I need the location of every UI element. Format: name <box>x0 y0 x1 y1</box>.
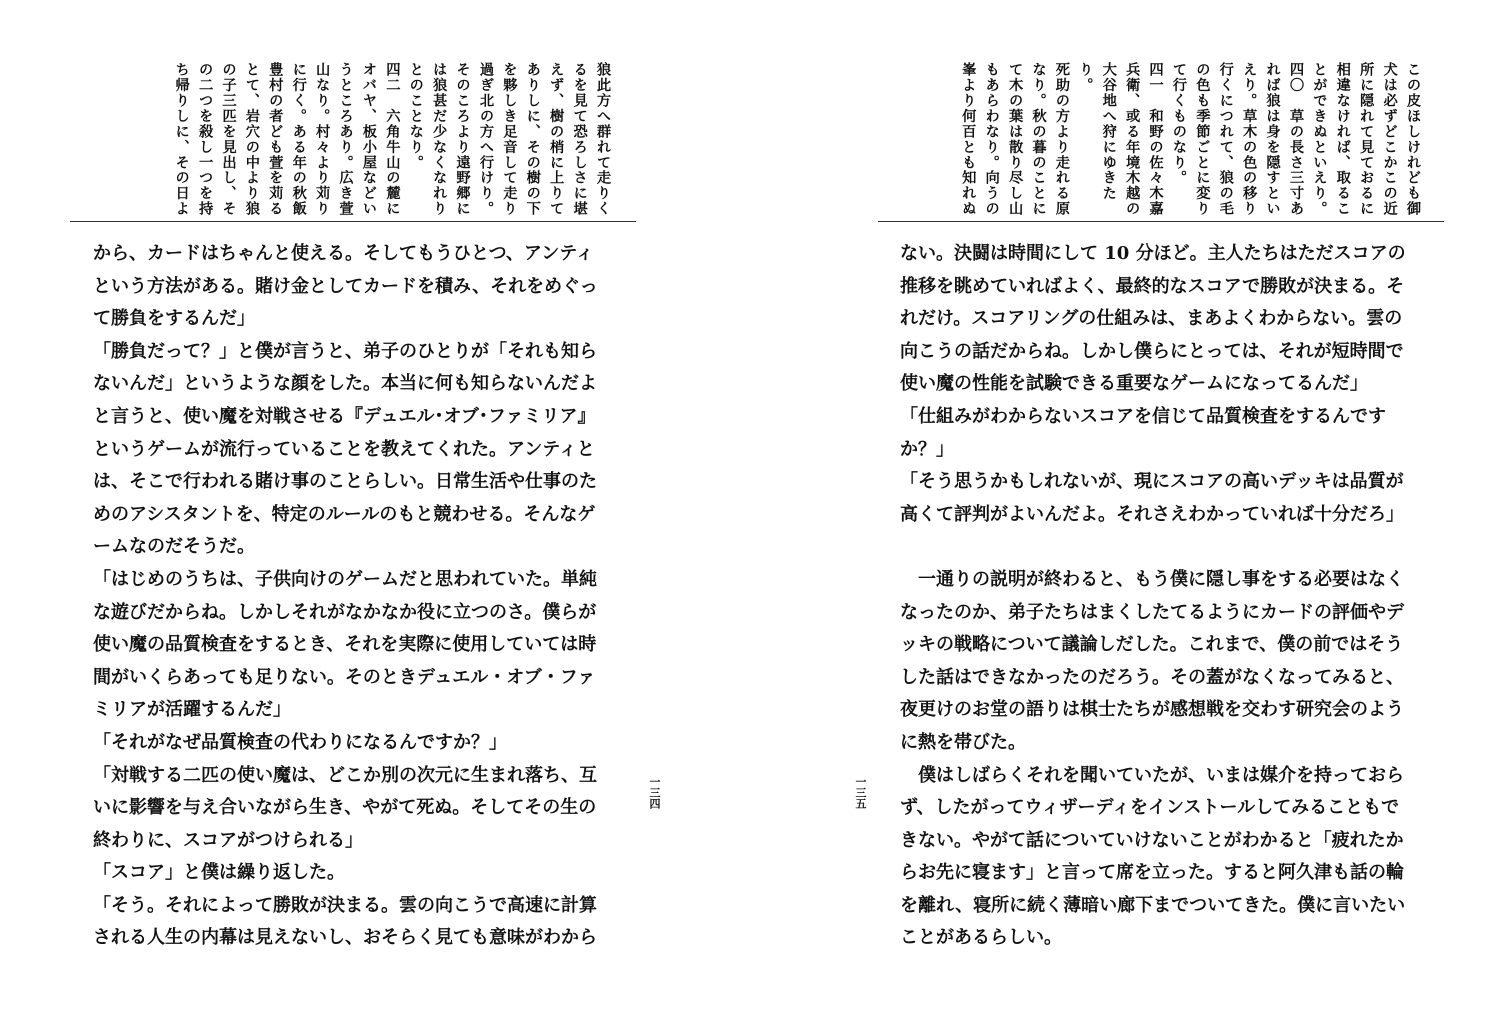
quote-column: ち帰りしに、その日よ <box>173 62 190 217</box>
page-number: 一三五 <box>854 776 867 809</box>
body-line: て勝負をするんだ」 <box>93 308 255 330</box>
body-line: 間がいくらあっても足りない。そのときデュエル・オブ・ファ <box>93 666 596 688</box>
body-line: 終わりに、スコアがつけられる」 <box>93 829 363 851</box>
body-line: ッキの戦略について議論しだした。これまで、僕の前ではそう <box>900 634 1404 656</box>
body-line: と言うと、使い魔を対戦させる『デュエル･オブ･ファミリア』 <box>93 405 596 427</box>
body-line: ず、したがってウィザーディをインストールしてみることもで <box>900 797 1400 819</box>
quote-column: 兵衛、或る年境木越の <box>1124 62 1141 217</box>
quoted-passage-vertical <box>84 62 614 217</box>
quote-column: の子三匹を見出し、そ <box>220 62 237 217</box>
quote-column: の二つを殺し一つを持 <box>197 62 214 217</box>
quote-column: 所に隠れて見ておるに <box>1358 62 1375 217</box>
body-line: なったのか、弟子たちはまくしたてるようにカードの評価やデ <box>900 601 1404 623</box>
body-line: 使い魔の品質検査をするとき、それを実際に使用していては時 <box>93 634 597 656</box>
quote-column: れば狼は身を隠すとい <box>1264 62 1281 217</box>
quote-column: 狼此方へ群れて走りく <box>595 62 611 217</box>
body-line: めのアシスタントを、特定のルールのもと競わせる。そんなゲ <box>93 503 596 525</box>
body-line: 「そう。それによって勝敗が決まる。雲の向こうで高速に計算 <box>93 894 597 916</box>
body-line: ない。決闘は時間にして 10 分ほど。主人たちはただスコアの <box>900 243 1406 264</box>
quote-column: 犬は必ずどこかこの近 <box>1381 62 1398 217</box>
quote-column: に行く。ある年の秋飯 <box>290 62 307 217</box>
body-line: を離れ、寝所に続く薄暗い廊下までついてきた。僕に言いたい <box>900 894 1406 916</box>
body-line: 「勝負だって？」と僕が言うと、弟子のひとりが「それも知ら <box>93 340 597 362</box>
quote-column: えり。草木の色の移り <box>1241 62 1258 217</box>
body-line: ミリアが活躍するんだ」 <box>93 699 291 721</box>
quote-column: の色も季節ごとに変り <box>1194 62 1211 217</box>
quote-column: とができぬといえり。 <box>1311 62 1328 217</box>
quote-column: 四二 六角牛山の麓に <box>384 62 401 217</box>
body-line: 「それがなぜ品質検査の代わりになるんですか？」 <box>93 731 507 753</box>
body-line: は、そこで行われる賭け事のことらしい。日常生活や仕事のた <box>93 471 597 493</box>
quote-column: 四一 和野の佐々木嘉 <box>1147 62 1164 217</box>
quoted-passage-vertical <box>894 62 1424 217</box>
body-line: 「そう思うかもしれないが、現にスコアの高いデッキは品質が <box>900 471 1404 493</box>
quote-column: 四〇 草の長さ三寸あ <box>1287 62 1304 217</box>
quote-column: この皮ほしけれども御 <box>1405 62 1421 217</box>
body-line: した話はできなかったのだろう。その蓋がなくなってみると、 <box>900 666 1404 688</box>
body-line: という方法がある。賭け金としてカードを積み、それをめぐっ <box>93 275 598 297</box>
quote-column: 死助の方より走れる原 <box>1053 62 1070 217</box>
body-line: に熱を帯びた。 <box>900 731 1026 753</box>
quote-column: を夥しき足音して走り <box>501 62 518 217</box>
body-line: きない。やがて話についていけないことがわかると「疲れたか <box>900 829 1404 851</box>
body-line: な遊びだからね。しかしそれがなかなか役に立つのさ。僕らが <box>93 601 597 623</box>
page-number: 一三四 <box>648 776 661 809</box>
quote-column: 山なり。村々より苅り <box>314 62 331 217</box>
body-line: 一通りの説明が終わると、もう僕に隠し事をする必要はなく <box>900 568 1404 590</box>
body-line: というゲームが流行っていることを教えてくれた。アンティと <box>93 438 595 460</box>
quote-column: もあらわなり。向うの <box>983 62 1000 217</box>
quote-column: て木の葉は散り尽し山 <box>1007 62 1024 217</box>
left-page <box>0 0 754 1036</box>
quote-column: とのことなり。 <box>407 62 424 171</box>
quote-column: とて、岩穴の中より狼 <box>243 62 260 217</box>
quote-column: ありしに、その樹の下 <box>524 62 541 217</box>
body-line: される人生の内幕は見えないし、おそらく見ても意味がわから <box>93 927 597 949</box>
body-line: から、カードはちゃんと使える。そしてもうひとつ、アンティ <box>93 243 594 264</box>
quote-column: 大谷地へ狩にゆきたり。 <box>1077 62 1117 202</box>
quote-column: オバヤ、板小屋などい <box>360 62 377 217</box>
quote-column: は狼甚だ少なくなれり <box>431 62 448 217</box>
quote-column: 豊村の者ども萱を苅る <box>267 62 284 217</box>
right-page <box>754 0 1509 1036</box>
body-line: 推移を眺めていればよく、最終的なスコアで勝敗が決まる。そ <box>900 275 1405 297</box>
body-line: 使い魔の性能を試験できる重要なゲームになってるんだ」 <box>900 373 1368 395</box>
body-line: 「はじめのうちは、子供向けのゲームだと思われていた。単純 <box>93 568 597 590</box>
body-line: らお先に寝ます」と言って席を立った。すると阿久津も話の輪 <box>900 862 1404 884</box>
quote-column: 相違なければ、取るこ <box>1334 62 1351 217</box>
section-divider <box>878 221 1444 222</box>
quote-column: えず、樹の梢に上りて <box>548 62 565 217</box>
body-text <box>900 238 1430 955</box>
quote-column: 峯より何百とも知れぬ <box>960 62 977 217</box>
body-line: 「仕組みがわからないスコアを信じて品質検査をするんです <box>900 405 1386 427</box>
section-divider <box>70 221 636 222</box>
body-line: れだけ。スコアリングの仕組みは、まあよくわからない。雲の <box>900 308 1403 330</box>
body-line: いに影響を与え合いながら生き、やがて死ぬ。そしてその生の <box>93 797 597 819</box>
body-line: ないんだ」というような顔をした。本当に何も知らないんだよ <box>93 373 597 395</box>
quote-column: そのころより遠野郷に <box>454 62 471 217</box>
body-line: 「スコア」と僕は繰り返した。 <box>93 862 345 884</box>
quote-column: 行くにつれて、狼の毛 <box>1217 62 1234 217</box>
body-line: 高くて評判がよいんだよ。それさえわかっていれば十分だろ」 <box>900 503 1404 525</box>
body-text <box>93 238 623 955</box>
paragraph-break <box>900 531 1430 564</box>
body-line: か？」 <box>900 438 954 460</box>
body-line: ームなのだそうだ。 <box>93 536 255 558</box>
quote-column: うところあり。広き萱 <box>337 62 354 217</box>
quote-column: なり。秋の暮のことに <box>1030 62 1047 217</box>
body-line: 僕はしばらくそれを聞いていたが、いまは媒介を持っておら <box>900 764 1404 786</box>
quote-column: 過ぎ北の方へ行けり。 <box>477 62 494 217</box>
body-line: 向こうの話だからね。しかし僕らにとっては、それが短時間で <box>900 340 1404 362</box>
quote-column: て行くものなり。 <box>1170 62 1187 186</box>
body-line: ことがあるらしい。 <box>900 927 1062 949</box>
body-line: 「対戦する二匹の使い魔は、どこか別の次元に生まれ落ち、互 <box>93 764 597 786</box>
body-line: 夜更けのお堂の語りは棋士たちが感想戦を交わす研究会のよう <box>900 699 1404 721</box>
quote-column: るを見て恐ろしさに堪 <box>571 62 588 217</box>
